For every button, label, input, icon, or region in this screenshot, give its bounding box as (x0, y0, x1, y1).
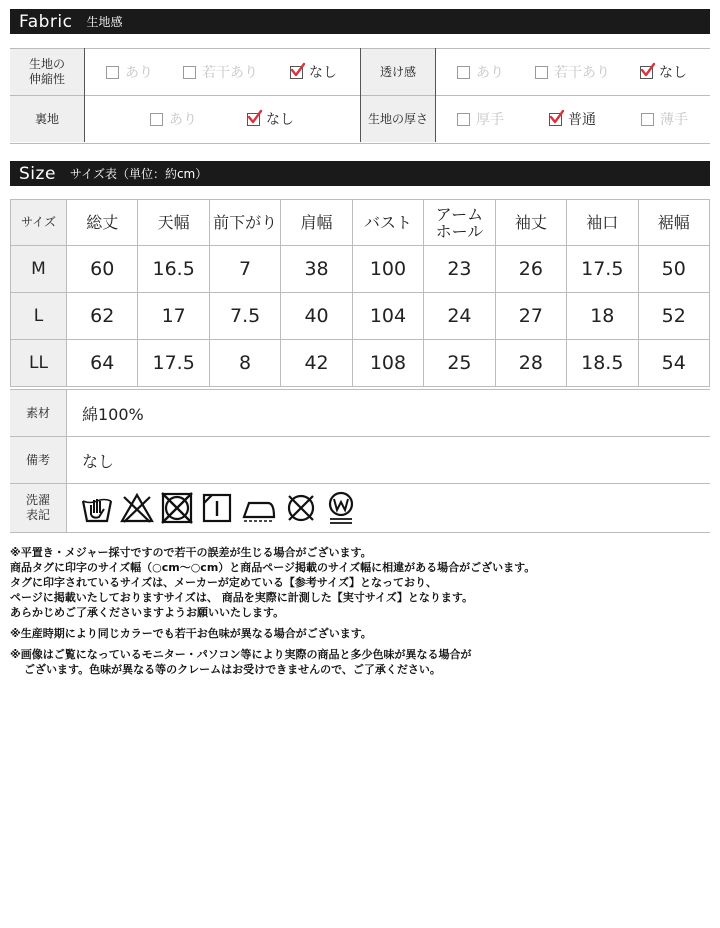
note-line: 商品タグに印字のサイズ幅（○cm〜○cm）と商品ページ掲載のサイズ幅に相違がある場合がございます。 (10, 561, 536, 574)
checked-checkbox-icon (640, 66, 653, 79)
lining-option-no: なし (247, 96, 294, 142)
sheer-option-yes: あり (457, 49, 504, 95)
table-cell: 54 (638, 340, 710, 387)
table-cell: 23 (424, 246, 495, 293)
checked-checkbox-icon (549, 113, 562, 126)
checkbox-icon (457, 66, 470, 79)
material-row (10, 390, 710, 437)
table-row (11, 246, 710, 293)
checked-checkbox-icon (290, 66, 303, 79)
table-cell: 18.5 (567, 340, 638, 387)
row-size-label: M (11, 246, 67, 293)
remarks-label: 備考 (10, 437, 67, 484)
size-table (10, 199, 710, 387)
column-header: アーム ホール (424, 200, 495, 246)
material-label: 素材 (10, 390, 67, 437)
low-iron-icon (240, 491, 278, 525)
line-dry-icon (200, 491, 234, 525)
table-cell: 26 (495, 246, 566, 293)
fabric-subtitle: 生地感 (86, 15, 123, 29)
lining-label: 裏地 (10, 96, 84, 142)
thickness-option-thin: 薄手 (641, 96, 688, 142)
sheer-label: 透け感 (361, 49, 435, 95)
table-cell: 17.5 (138, 340, 209, 387)
table-cell: 16.5 (138, 246, 209, 293)
thickness-option-normal: 普通 (549, 96, 596, 142)
no-tumble-dry-icon (160, 491, 194, 525)
note-line: ※生産時期により同じカラーでも若干お色味が異なる場合がございます。 (10, 627, 372, 640)
column-header: 肩幅 (281, 200, 352, 246)
table-cell: 28 (495, 340, 566, 387)
size-title: Size (19, 163, 56, 184)
note-line: ございます。色味が異なる等のクレームはお受けできませんので、ご了承ください。 (24, 663, 441, 676)
checkbox-icon (641, 113, 654, 126)
table-cell: 104 (352, 293, 423, 340)
column-header: 袖口 (567, 200, 638, 246)
table-cell: 25 (424, 340, 495, 387)
sheer-option-slight: 若干あり (535, 49, 610, 95)
checkbox-icon (183, 66, 196, 79)
divider (84, 48, 85, 142)
row-size-label: L (11, 293, 67, 340)
table-cell: 42 (281, 340, 352, 387)
stretch-option-no: なし (290, 49, 337, 95)
checkbox-icon (150, 113, 163, 126)
fabric-header (10, 9, 710, 34)
column-header: バスト (352, 200, 423, 246)
remarks-row (10, 437, 710, 484)
table-cell: 8 (209, 340, 280, 387)
note-line: ※画像はご覧になっているモニター・パソコン等により実際の商品と多少色味が異なる場合が (10, 648, 472, 661)
checked-checkbox-icon (247, 113, 260, 126)
table-cell: 40 (281, 293, 352, 340)
note-line: ※平置き・メジャー採寸ですので若干の誤差が生じる場合がございます。 (10, 546, 372, 559)
table-cell: 7.5 (209, 293, 280, 340)
table-cell: 62 (67, 293, 138, 340)
care-icons (80, 490, 710, 526)
table-cell: 27 (495, 293, 566, 340)
table-cell: 52 (638, 293, 710, 340)
table-cell: 38 (281, 246, 352, 293)
thickness-option-thick: 厚手 (457, 96, 504, 142)
note-line: タグに印字されているサイズは、メーカーが定めている【参考サイズ】となっており、 (10, 576, 438, 589)
wet-clean-icon (324, 490, 358, 526)
table-cell: 60 (67, 246, 138, 293)
stretch-option-yes: あり (106, 49, 153, 95)
fabric-title: Fabric (19, 11, 73, 32)
stretch-label: 生地の 伸縮性 (10, 49, 84, 95)
column-header: 袖丈 (495, 200, 566, 246)
care-label: 洗濯 表記 (10, 484, 67, 533)
column-header: 天幅 (138, 200, 209, 246)
note-line: ページに掲載いたしておりますサイズは、 商品を実際に計測した【実寸サイズ】となります。 (10, 591, 473, 604)
sheer-option-no: なし (640, 49, 687, 95)
checkbox-icon (106, 66, 119, 79)
table-cell: 108 (352, 340, 423, 387)
column-header: 総丈 (67, 200, 138, 246)
size-table-header-row (11, 200, 710, 246)
column-header: 裾幅 (638, 200, 710, 246)
lining-option-yes: あり (150, 96, 197, 142)
table-cell: 64 (67, 340, 138, 387)
divider (360, 48, 361, 142)
thickness-label: 生地の厚さ (361, 96, 435, 142)
note-line: あらかじめご了承くださいますようお願いいたします。 (10, 606, 285, 619)
table-cell: 17.5 (567, 246, 638, 293)
table-row (11, 293, 710, 340)
material-value: 綿100% (67, 390, 711, 437)
hand-wash-icon (80, 491, 114, 525)
checkbox-icon (535, 66, 548, 79)
info-table (10, 389, 710, 533)
table-cell: 24 (424, 293, 495, 340)
remarks-value: なし (67, 437, 711, 484)
table-cell: 18 (567, 293, 638, 340)
row-size-label: LL (11, 340, 67, 387)
size-corner-label: サイズ (11, 200, 67, 246)
table-row (11, 340, 710, 387)
no-bleach-icon (120, 491, 154, 525)
table-cell: 7 (209, 246, 280, 293)
table-cell: 50 (638, 246, 710, 293)
table-cell: 100 (352, 246, 423, 293)
size-subtitle: サイズ表（単位：約cm） (69, 167, 208, 181)
no-dry-clean-icon (284, 491, 318, 525)
divider (435, 48, 436, 142)
stretch-option-slight: 若干あり (183, 49, 258, 95)
care-row (10, 484, 710, 533)
notes (10, 545, 710, 677)
size-header (10, 161, 710, 186)
checkbox-icon (457, 113, 470, 126)
table-cell: 17 (138, 293, 209, 340)
column-header: 前下がり (209, 200, 280, 246)
